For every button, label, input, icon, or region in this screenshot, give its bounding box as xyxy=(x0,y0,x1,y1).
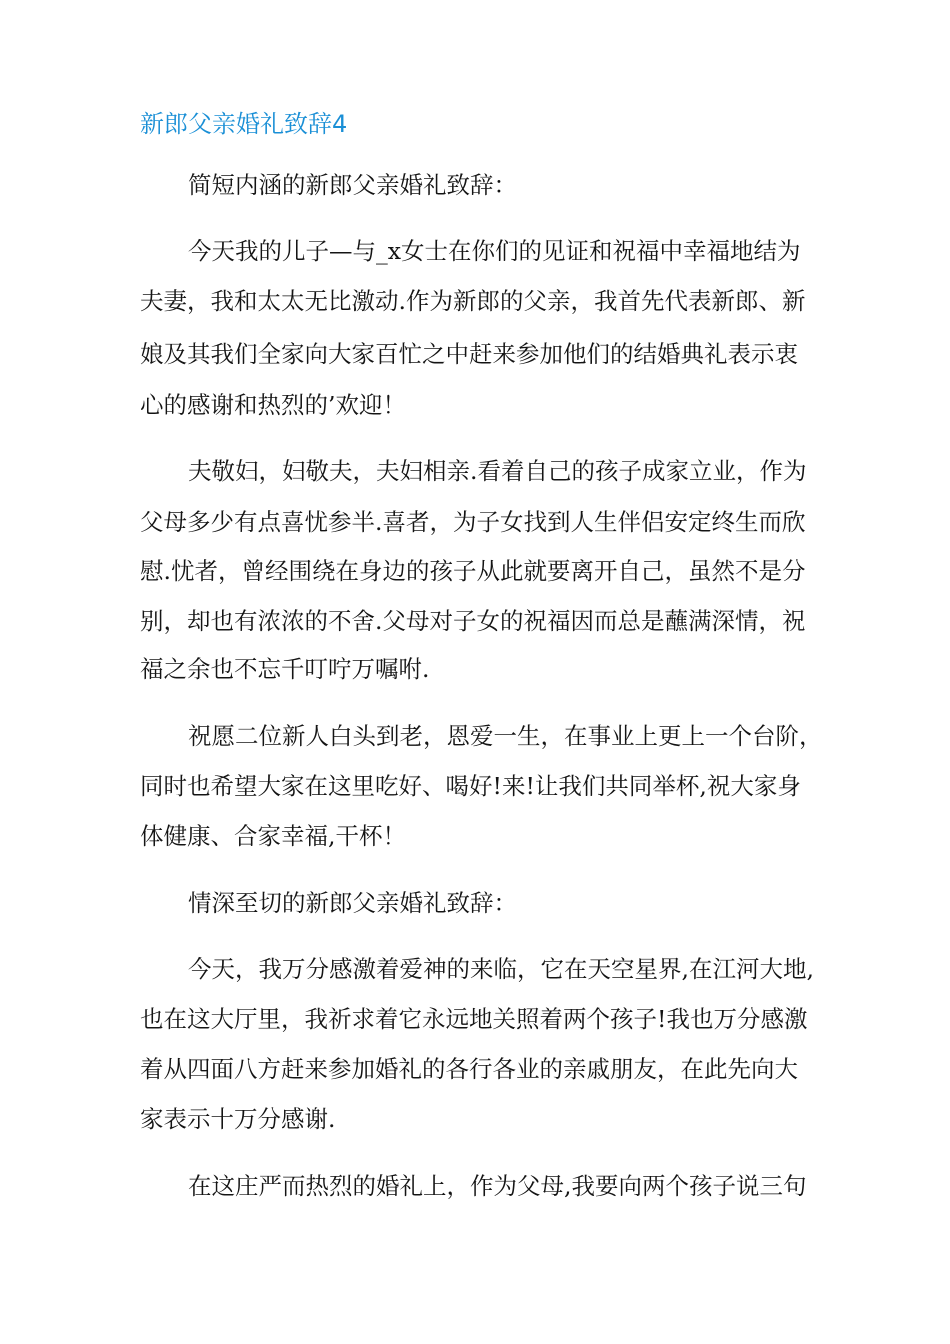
paragraph-line: 着从四面八方赶来参加婚礼的各行各业的亲戚朋友，在此先向大 xyxy=(140,1055,798,1083)
paragraph-line: 同时也希望大家在这里吃好、喝好!来!让我们共同举杯,祝大家身 xyxy=(140,772,801,800)
section-heading: 简短内涵的新郎父亲婚礼致辞： xyxy=(188,171,517,199)
paragraph-line: 家表示十万分感谢. xyxy=(140,1105,336,1133)
paragraph-line: 夫敬妇，妇敬夫，夫妇相亲.看着自己的孩子成家立业，作为 xyxy=(188,457,807,485)
paragraph-line: 今天，我万分感激着爱神的来临，它在天空星界,在江河大地, xyxy=(188,955,814,983)
paragraph-line: 福之余也不忘千叮咛万嘱咐. xyxy=(140,655,430,683)
paragraph-line: 慰.忧者，曾经围绕在身边的孩子从此就要离开自己，虽然不是分 xyxy=(140,557,806,585)
paragraph-line: 今天我的儿子—与_x女士在你们的见证和祝福中幸福地结为 xyxy=(188,237,801,265)
paragraph-line: 也在这大厅里，我祈求着它永远地关照着两个孩子!我也万分感激 xyxy=(140,1005,808,1033)
paragraph-line: 别，却也有浓浓的不舍.父母对子女的祝福因而总是蘸满深情，祝 xyxy=(140,607,806,635)
paragraph-line: 父母多少有点喜忧参半.喜者，为子女找到人生伴侣安定终生而欣 xyxy=(140,508,806,536)
paragraph-line: 心的感谢和热烈的’欢迎！ xyxy=(140,391,406,419)
document-title: 新郎父亲婚礼致辞4 xyxy=(140,110,348,138)
section-heading: 情深至切的新郎父亲婚礼致辞： xyxy=(188,889,517,917)
paragraph-line: 夫妻，我和太太无比激动.作为新郎的父亲，我首先代表新郎、新 xyxy=(140,287,806,315)
paragraph-line: 体健康、合家幸福,干杯！ xyxy=(140,822,406,850)
paragraph-line: 祝愿二位新人白头到老，恩爱一生，在事业上更上一个台阶， xyxy=(188,722,823,750)
paragraph-line: 娘及其我们全家向大家百忙之中赶来参加他们的结婚典礼表示衷 xyxy=(140,340,798,368)
paragraph-line: 在这庄严而热烈的婚礼上，作为父母,我要向两个孩子说三句 xyxy=(188,1172,807,1200)
